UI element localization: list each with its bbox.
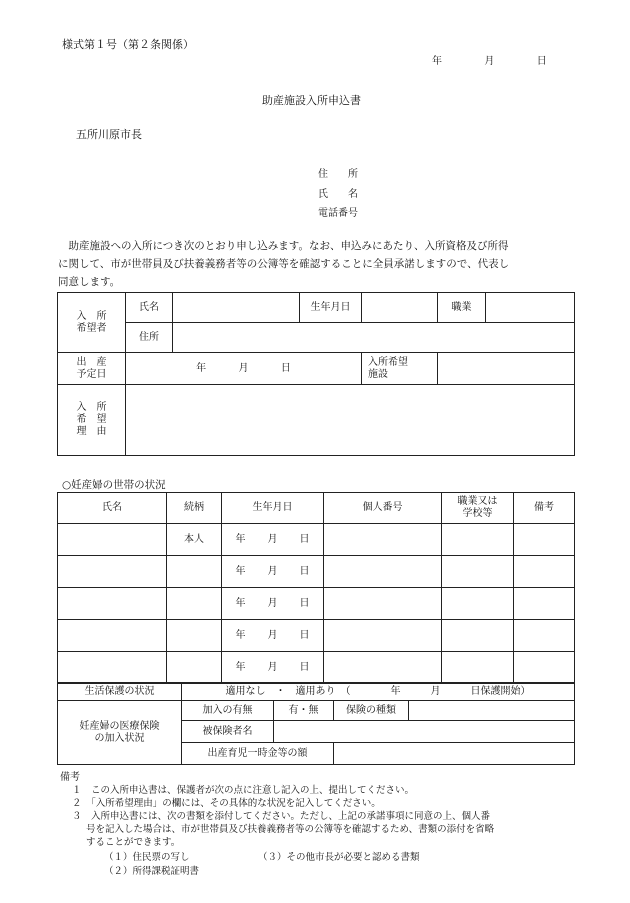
row-relation[interactable] [167, 588, 222, 620]
facility-header-line-2: 施設 [368, 368, 388, 380]
row-month: 月 [267, 533, 278, 545]
insurance-type-label: 保険の種類 [334, 701, 409, 721]
row-remarks-field[interactable] [514, 652, 575, 684]
facility-header-line-1: 入所希望 [368, 356, 408, 368]
note-3-line-3: することができます。 [86, 837, 181, 848]
table-row [58, 588, 575, 620]
col-name: 氏名 [58, 493, 167, 524]
doc-2: （２）所得課税証明書 [104, 866, 200, 877]
row-id-field[interactable] [324, 556, 442, 588]
row-occupation-field[interactable] [442, 652, 514, 684]
date-line [432, 52, 547, 67]
row-year: 年 [235, 597, 246, 609]
intro-line-2: に関して、市が世帯員及び扶養義務者等の公簿等を確認することに全員承諾しますので、代表し [58, 258, 510, 270]
due-date-field[interactable] [126, 353, 362, 385]
row-birthdate[interactable] [222, 588, 324, 620]
row-remarks-field[interactable] [514, 524, 575, 556]
col-occupation-line-2: 学校等 [462, 508, 493, 519]
row-month: 月 [267, 629, 278, 641]
table-row [58, 620, 575, 652]
row-remarks-field[interactable] [514, 588, 575, 620]
insurance-table [57, 682, 575, 765]
applicant-name-label: 氏 名 [318, 189, 358, 200]
row-occupation-field[interactable] [442, 588, 514, 620]
household-table [57, 492, 575, 684]
row-month: 月 [267, 661, 278, 673]
row-relation: 本人 [167, 524, 222, 556]
insured-name-label: 被保険者名 [182, 721, 274, 743]
childbirth-amount-field[interactable] [334, 743, 575, 765]
col-birthdate: 生年月日 [222, 493, 324, 524]
row-name-field[interactable] [58, 588, 167, 620]
reason-header-line-2: 希 望 [76, 414, 107, 425]
row-year: 年 [235, 629, 246, 641]
row-remarks-field[interactable] [514, 556, 575, 588]
note-1: １ この入所申込書は、保護者が次の点に注意し記入の上、提出してください。 [72, 785, 415, 796]
row-month: 月 [267, 565, 278, 577]
due-day: 日 [280, 362, 291, 374]
row-id-field[interactable] [324, 524, 442, 556]
address-field[interactable] [173, 323, 575, 353]
doc-3: （３）その他市長が必要と認める書類 [258, 852, 420, 863]
due-date-header-line-2: 予定日 [76, 368, 107, 380]
due-date-header-line-1: 出 産 [76, 356, 107, 368]
row-day: 日 [299, 629, 310, 641]
form-number: 様式第１号（第２条関係） [62, 38, 194, 51]
facility-header [362, 353, 438, 385]
row-occupation-field[interactable] [442, 556, 514, 588]
row-occupation-field[interactable] [442, 524, 514, 556]
col-id-number: 個人番号 [324, 493, 442, 524]
table-row [58, 556, 575, 588]
row-id-field[interactable] [324, 652, 442, 684]
applicant-header-line-1: 入 所 [76, 310, 107, 322]
insured-name-field[interactable] [274, 721, 575, 743]
table-row [58, 652, 575, 684]
occupation-label: 職業 [438, 293, 486, 323]
row-name-field[interactable] [58, 524, 167, 556]
applicant-header [58, 293, 126, 353]
due-year: 年 [196, 362, 207, 374]
application-table [57, 292, 575, 456]
note-3: ３ 入所申込書には、次の書類を添付してください。ただし、上記の承諾事項に同意の上、個人番 [72, 811, 491, 822]
yes-no-choice[interactable]: 有・無 [274, 701, 334, 721]
welfare-label: 生活保護の状況 [58, 683, 182, 701]
childbirth-amount-label: 出産育児一時金等の額 [182, 743, 334, 765]
birthdate-field[interactable] [362, 293, 438, 323]
name-field[interactable] [173, 293, 300, 323]
row-relation[interactable] [167, 620, 222, 652]
section-title: ○妊産婦の世帯の状況 [62, 479, 166, 491]
intro-line-1: 助産施設への入所につき次のとおり申し込みます。なお、申込みにあたり、入所資格及び所得 [58, 240, 509, 252]
row-name-field[interactable] [58, 620, 167, 652]
name-label: 氏名 [126, 293, 173, 323]
row-occupation-field[interactable] [442, 620, 514, 652]
facility-field[interactable] [438, 353, 575, 385]
row-remarks-field[interactable] [514, 620, 575, 652]
row-relation[interactable] [167, 652, 222, 684]
reason-field[interactable] [126, 385, 575, 456]
row-birthdate[interactable] [222, 556, 324, 588]
col-occupation-line-1: 職業又は [457, 496, 498, 507]
addressee: 五所川原市長 [76, 128, 142, 141]
occupation-field[interactable] [486, 293, 575, 323]
col-remarks: 備考 [514, 493, 575, 524]
enrolled-label: 加入の有無 [182, 701, 274, 721]
insurance-label [58, 701, 182, 765]
row-name-field[interactable] [58, 652, 167, 684]
row-birthdate[interactable] [222, 652, 324, 684]
applicant-phone-label: 電話番号 [318, 208, 358, 219]
intro-line-3: 同意します。 [58, 276, 121, 288]
note-2: ２ 「入所希望理由」の欄には、その具体的な状況を記入してください。 [72, 798, 381, 809]
row-day: 日 [299, 565, 310, 577]
col-relation: 続柄 [167, 493, 222, 524]
row-year: 年 [235, 533, 246, 545]
doc-1: （１）住民票の写し [104, 852, 190, 863]
date-day: 日 [536, 56, 547, 67]
row-relation[interactable] [167, 556, 222, 588]
applicant-header-line-2: 希望者 [76, 322, 107, 334]
date-month: 月 [484, 56, 495, 67]
due-month: 月 [238, 362, 249, 374]
insurance-label-line-1: 妊産婦の医療保険 [79, 720, 160, 732]
row-id-field[interactable] [324, 620, 442, 652]
row-name-field[interactable] [58, 556, 167, 588]
col-occupation [442, 493, 514, 524]
welfare-value[interactable]: 適用なし ・ 適用あり （ 年 月 日保護開始） [182, 683, 575, 701]
date-year: 年 [432, 56, 442, 67]
reason-header-line-3: 理 由 [76, 426, 107, 437]
row-year: 年 [235, 661, 246, 673]
row-month: 月 [267, 597, 278, 609]
reason-header [58, 385, 126, 456]
insurance-type-field[interactable] [409, 701, 575, 721]
row-day: 日 [299, 533, 310, 545]
reason-header-line-1: 入 所 [76, 402, 107, 413]
applicant-address-label: 住 所 [318, 169, 358, 180]
row-birthdate[interactable] [222, 620, 324, 652]
due-date-header [58, 353, 126, 385]
row-id-field[interactable] [324, 588, 442, 620]
row-year: 年 [235, 565, 246, 577]
insurance-label-line-2: の加入状況 [94, 732, 145, 744]
row-day: 日 [299, 597, 310, 609]
note-3-line-2: 号を記入した場合は、市が世帯員及び扶養義務者等の公簿等を確認するため、書類の添付を省略 [86, 824, 495, 835]
page-title: 助産施設入所申込書 [262, 94, 361, 107]
address-label: 住所 [126, 323, 173, 353]
row-birthdate[interactable] [222, 524, 324, 556]
notes-heading: 備考 [60, 772, 80, 783]
row-day: 日 [299, 661, 310, 673]
birthdate-label: 生年月日 [300, 293, 362, 323]
table-row [58, 524, 575, 556]
